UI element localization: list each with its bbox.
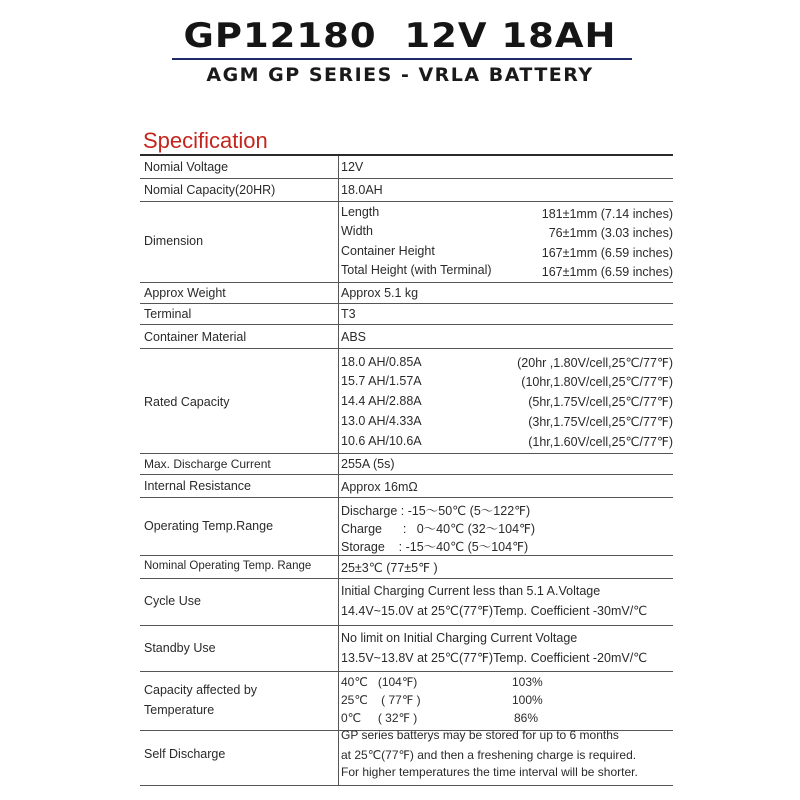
row-nominal-operating-temp (140, 556, 673, 579)
row-approx-weight (140, 283, 673, 304)
dimension-value: 167±1mm (6.59 inches) (541, 265, 673, 279)
cycle-use-line: 14.4V~15.0V at 25℃(77℉)Temp. Coefficient -30mV/℃ (341, 604, 648, 618)
row-label: Internal Resistance (144, 479, 252, 493)
row-label: Nomial Capacity(20HR) (144, 183, 276, 197)
row-internal-resistance (140, 475, 673, 498)
rated-capacity-condition: (10hr,1.80V/cell,25℃/77℉) (521, 375, 673, 389)
row-value: ABS (341, 330, 367, 344)
row-value: Approx 16mΩ (341, 480, 418, 494)
product-subtitle: AGM GP SERIES - VRLA BATTERY (206, 64, 594, 86)
row-nominal-capacity (140, 179, 673, 202)
rated-capacity-condition: (3hr,1.75V/cell,25℃/77℉) (528, 415, 673, 429)
specification-heading: Specification (143, 128, 268, 153)
dimension-name: Length (341, 205, 380, 219)
rated-capacity-value: 10.6 AH/10.6A (341, 434, 422, 448)
row-label: Rated Capacity (144, 395, 230, 409)
dimension-value: 181±1mm (7.14 inches) (541, 207, 673, 221)
row-dimension (140, 202, 673, 283)
rated-capacity-value: 15.7 AH/1.57A (341, 374, 422, 388)
row-value: 255A (5s) (341, 457, 395, 471)
row-label: Container Material (144, 330, 247, 344)
row-value: Approx 5.1 kg (341, 286, 419, 300)
row-value: T3 (341, 307, 356, 321)
row-terminal (140, 304, 673, 325)
capacity-temp-percent: 100% (512, 693, 543, 707)
rated-capacity-value: 13.0 AH/4.33A (341, 414, 422, 428)
self-discharge-line: GP series batterys may be stored for up to 6 months (341, 728, 619, 742)
rated-capacity-condition: (5hr,1.75V/cell,25℃/77℉) (528, 395, 673, 409)
self-discharge-line: For higher temperatures the time interval will be shorter. (341, 765, 638, 779)
product-title: GP12180 12V 18AH (183, 15, 617, 56)
temp-range-line: Storage : -15～40℃ (5～104℉) (341, 540, 529, 554)
row-label: Nominal Operating Temp. Range (144, 560, 312, 572)
row-label: Terminal (144, 307, 192, 321)
capacity-temp-value: 0℃ ( 32℉ ) (341, 711, 418, 725)
row-label: Dimension (144, 234, 204, 248)
temp-range-line: Discharge : -15～50℃ (5～122℉) (341, 504, 531, 518)
capacity-temp-percent: 103% (512, 675, 543, 689)
dimension-name: Total Height (with Terminal) (341, 263, 492, 277)
row-label: Self Discharge (144, 747, 226, 761)
row-label: Max. Discharge Current (144, 457, 271, 471)
row-capacity-temperature (140, 672, 673, 731)
row-rated-capacity (140, 349, 673, 454)
standby-use-line: 13.5V~13.8V at 25℃(77℉)Temp. Coefficient -20mV/℃ (341, 651, 648, 665)
capacity-temp-value: 25℃ ( 77℉ ) (341, 693, 421, 707)
row-value: 25±3℃ (77±5℉ ) (341, 561, 438, 575)
row-label: Standby Use (144, 641, 216, 655)
row-value: 18.0AH (341, 183, 383, 197)
capacity-temp-percent: 86% (514, 711, 539, 725)
rated-capacity-condition: (20hr ,1.80V/cell,25℃/77℉) (517, 356, 673, 370)
dimension-name: Width (341, 224, 373, 238)
title-underline (172, 58, 632, 60)
row-label: Operating Temp.Range (144, 519, 274, 533)
row-nominal-voltage (140, 156, 673, 179)
row-container-material (140, 325, 673, 349)
rated-capacity-value: 18.0 AH/0.85A (341, 355, 422, 369)
row-label: Approx Weight (144, 286, 226, 300)
self-discharge-line: at 25℃(77℉) and then a freshening charge is required. (341, 748, 637, 762)
rated-capacity-condition: (1hr,1.60V/cell,25℃/77℉) (528, 435, 673, 449)
row-label: Cycle Use (144, 594, 201, 608)
temp-range-line: Charge : 0～40℃ (32～104℉) (341, 522, 536, 536)
standby-use-line: No limit on Initial Charging Current Voltage (341, 631, 578, 645)
row-self-discharge (140, 728, 673, 786)
dimension-value: 167±1mm (6.59 inches) (541, 246, 673, 260)
rated-capacity-value: 14.4 AH/2.88A (341, 394, 422, 408)
cycle-use-line: Initial Charging Current less than 5.1 A.Voltage (341, 584, 601, 598)
row-value: 12V (341, 160, 364, 174)
row-label: Capacity affected by (144, 683, 258, 697)
row-max-discharge-current (140, 454, 673, 475)
row-operating-temp-range (140, 498, 673, 556)
dimension-name: Container Height (341, 244, 435, 258)
row-standby-use (140, 626, 673, 672)
row-label: Nomial Voltage (144, 160, 229, 174)
row-cycle-use (140, 579, 673, 626)
row-label: Temperature (144, 703, 215, 717)
capacity-temp-value: 40℃ (104℉) (341, 675, 418, 689)
dimension-value: 76±1mm (3.03 inches) (548, 226, 673, 240)
